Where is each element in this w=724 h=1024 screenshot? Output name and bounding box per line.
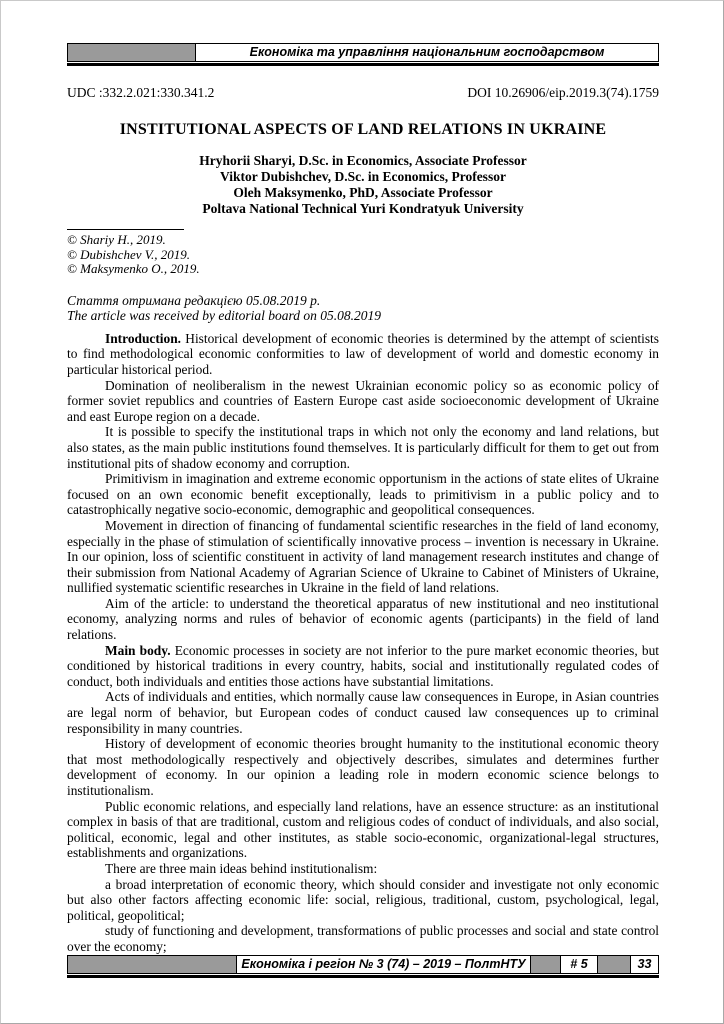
received-note-en: The article was received by editorial board on 05.08.2019 — [67, 308, 381, 324]
doi-number: DOI 10.26906/eip.2019.3(74).1759 — [467, 85, 659, 100]
footer-gray-block — [597, 956, 631, 973]
copyright-block — [67, 229, 659, 277]
authors-block — [67, 153, 659, 217]
header-gray-block — [68, 44, 196, 61]
copyright-rule — [67, 229, 184, 230]
journal-header — [67, 43, 659, 66]
author-line: Oleh Maksymenko, PhD, Associate Professor — [233, 185, 493, 200]
udc-number: UDC :332.2.021:330.341.2 — [67, 85, 215, 100]
footer-gray-block — [530, 956, 561, 973]
received-note-uk: Стаття отримана редакцією 05.08.2019 р. — [67, 292, 321, 308]
copyright-line: © Dubishchev V., 2019. — [67, 246, 191, 262]
body-paragraph: Main body. Economic processes in society are not inferior to the pure market economic theories, but conditioned by historical traditions in every country, habits, social and institutionally regulated codes of conduct, both individuals and entities those actions have substantial limitations. — [67, 642, 659, 689]
body-paragraph: Primitivism in imagination and extreme economic opportunism in the actions of state elites of Ukraine focused on an own economic benefit exceptionally, leads to primitivism in a public policy and to catastrophically negative socio-economic, demographic and geopolitical consequences. — [67, 471, 659, 518]
author-line: Hryhorii Sharyi, D.Sc. in Economics, Associate Professor — [199, 153, 527, 168]
body-paragraph: It is possible to specify the institutional traps in which not only the economy and land relations, but also states, as the main public institutions found themselves. It is particularly difficult for them to get out from institutional pits of shadow economy and corruption. — [67, 424, 659, 471]
journal-section-title: Економіка та управління національним господарством — [249, 45, 605, 59]
body-paragraph: Aim of the article: to understand the theoretical apparatus of new institutional and neo institutional economy, analyzing norms and rules of behavior of economic agents (participants) in the field of land relations. — [67, 595, 659, 643]
received-block — [67, 293, 659, 324]
copyright-line: © Shariy H., 2019. — [67, 232, 166, 247]
body-paragraph: There are three main ideas behind institutionalism: — [105, 860, 378, 876]
paper-title: INSTITUTIONAL ASPECTS OF LAND RELATIONS IN UKRAINE — [119, 121, 607, 138]
body-paragraph: History of development of economic theories brought humanity to the institutional economic theory that most methodologically respectively and objectively describes, simulates and determines further development of economy. In our opinion a leading role in modern economic science belongs to institutionalism. — [67, 736, 659, 798]
header-rule — [67, 63, 659, 66]
body-paragraph: Domination of neoliberalism in the newest Ukrainian economic policy so as economic policy of former soviet republics and countries of Eastern Europe cast aside socioeconomic development of Ukraine and east Europe region on a decade. — [67, 377, 659, 424]
footer-gray-block — [68, 956, 237, 973]
body-paragraph: Acts of individuals and entities, which normally cause law consequences in Europe, in Asian countries are legal norm of behavior, but European codes of conduct caused law consequences up to criminal responsibility in many countries. — [67, 689, 659, 736]
body-paragraph: study of functioning and development, transformations of public processes and social and state control over the economy; — [67, 923, 659, 954]
body-paragraph: Public economic relations, and especially land relations, have an essence structure: as an institutional complex in basis of that are traditional, custom and religious codes of conduct of individuals, and also social, political, economic, legal and other institutes, as stable socio-economic, organizational-legal structures, establishments and organizations. — [67, 798, 659, 861]
journal-footer — [67, 955, 659, 978]
author-line: Viktor Dubishchev, D.Sc. in Economics, Professor — [220, 169, 506, 184]
body-paragraph: Movement in direction of financing of fundamental scientific researches in the field of land economy, especially in the phase of stimulation of scientifically innovative process – invention is necessary in Ukraine. In our opinion, loss of scientific constituent in activity of land management research institutes and change of their submission from National Academy of Agrarian Science of Ukraine to Cabinet of Ministers of Ukraine, nullified systematic scientific researches in Ukraine in the field of land relations. — [67, 517, 659, 596]
footer-rule — [67, 975, 659, 978]
footer-issue-number: # 5 — [570, 957, 588, 971]
body-paragraph: Introduction. Historical development of economic theories is determined by the attempt of scientists to find methodological economic conformities to law of development of world and domestic economy in particular historical period. — [67, 330, 659, 377]
footer-journal-title: Економіка і регіон № 3 (74) – 2019 – ПолтНТУ — [241, 957, 526, 971]
affiliation-line: Poltava National Technical Yuri Kondratyuk University — [202, 201, 524, 216]
footer-page-number: 33 — [637, 957, 652, 971]
copyright-line: © Maksymenko O., 2019. — [67, 261, 200, 277]
article-body — [67, 331, 659, 955]
body-paragraph: a broad interpretation of economic theory, which should consider and investigate not only economic but also other factors affecting economic life: social, religious, traditional, custom, psychological, legal, political, geopolitical; — [67, 876, 659, 923]
